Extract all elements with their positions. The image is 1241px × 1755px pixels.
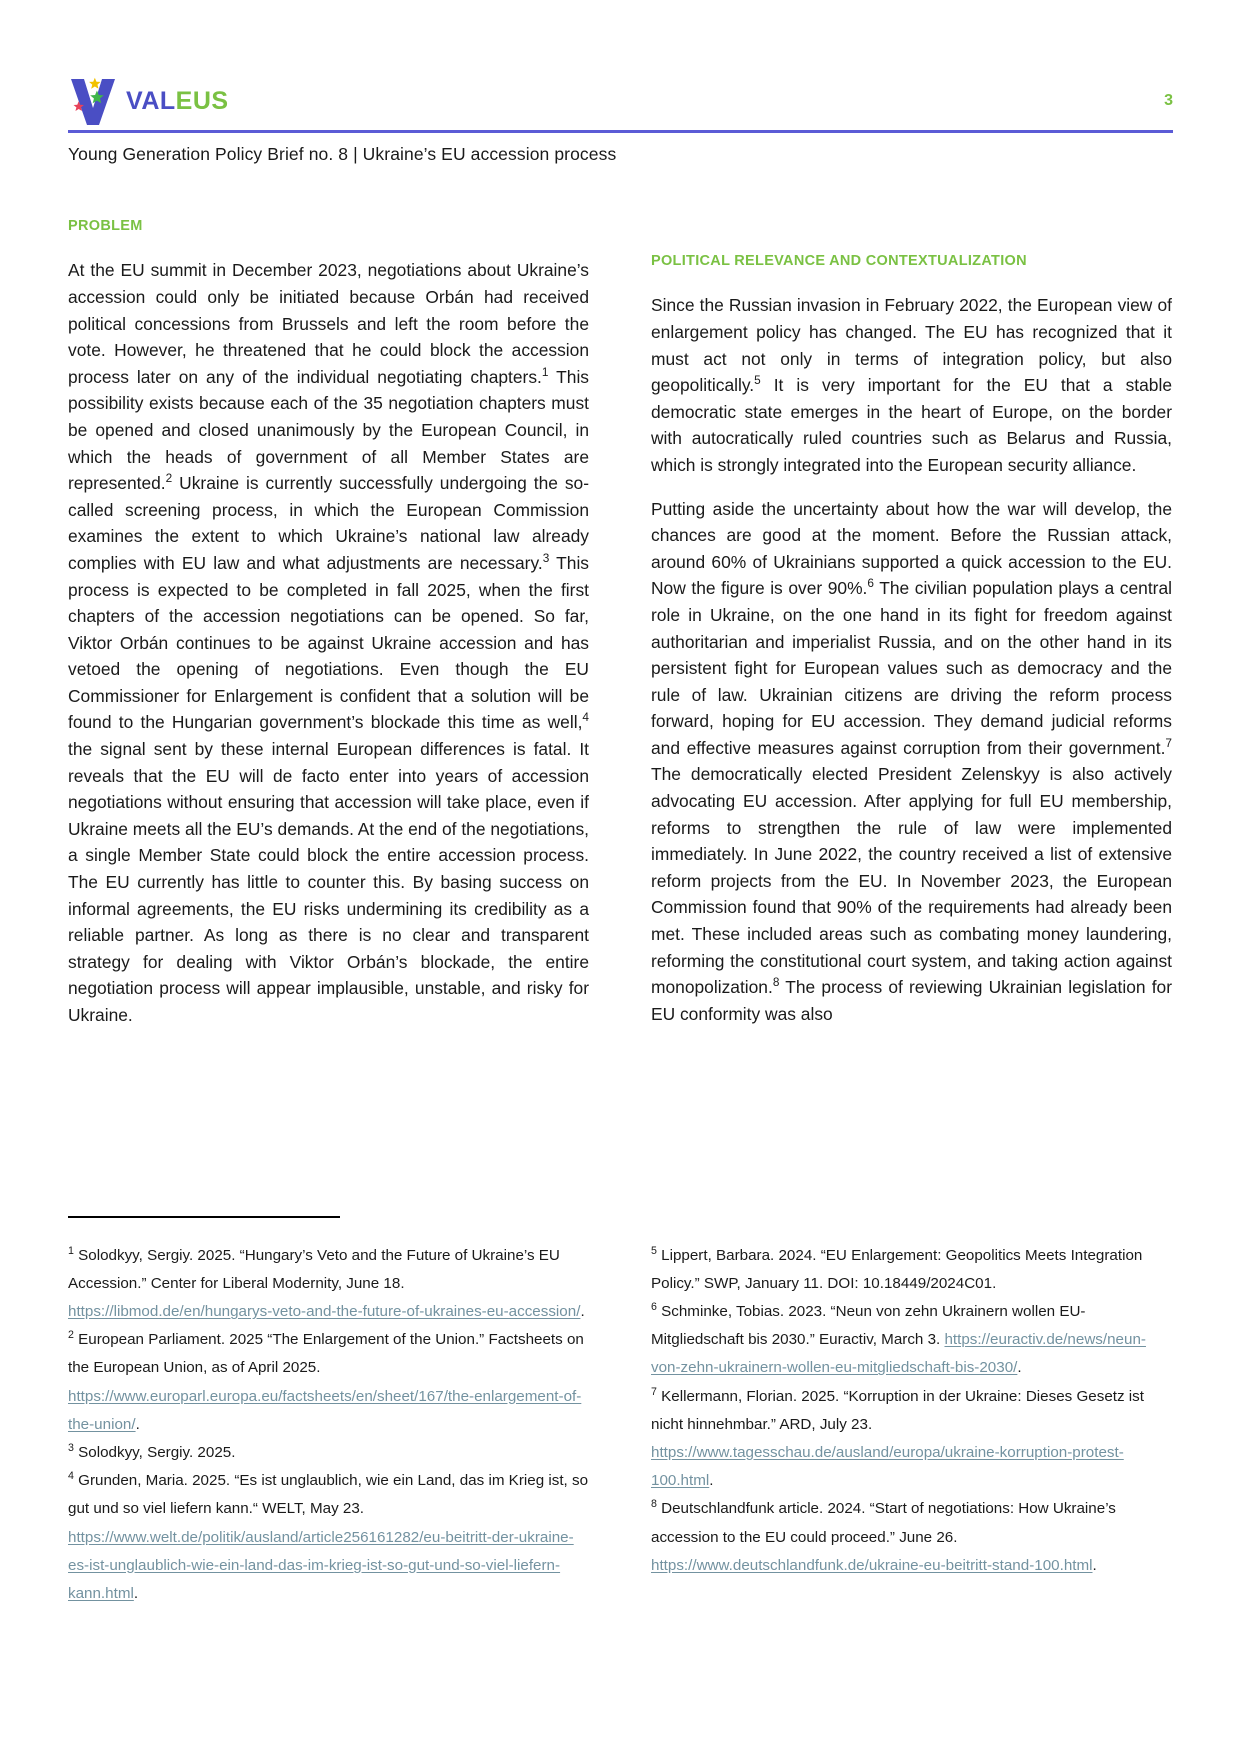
page-header	[68, 70, 1173, 132]
footnote-4: $^4$ Grunden, Maria. 2025. “Es ist unglaublich, wie ein Land, das im Krieg ist, so gut und so viel liefern kann.“ WELT, May 23. https://www.welt.de/politik/ausland/article256161282/eu-beitritt-der-ukraine-es-ist-unglaublich-wie-ein-land-das-im-krieg-ist-so-gut-und-so-viel-liefern-kann.html.	[68, 1470, 589, 1602]
footnote-5: $^5$ Lippert, Barbara. 2024. “EU Enlargement: Geopolitics Meets Integration Policy.” SWP, January 11. DOI: 10.18449/2024C01.	[651, 1244, 1143, 1292]
footnote-marker-5: 5	[651, 1244, 657, 1257]
footnote-ref-4[interactable]: 4	[582, 710, 589, 725]
section-heading-political-relevance: POLITICAL RELEVANCE AND CONTEXTUALIZATION	[651, 253, 1027, 269]
footnote-list-left	[68, 1242, 589, 1609]
left-column	[68, 218, 589, 1029]
footnote-1: $^1$ Solodkyy, Sergiy. 2025. “Hungary’s Veto and the Future of Ukraine’s EU Accession.” Center for Liberal Modernity, June 18. https://libmod.de/en/hungarys-veto-and-the-future-of-ukraines-eu-accession/.	[68, 1244, 585, 1320]
footnote-link-2[interactable]: https://www.europarl.europa.eu/factsheets/en/sheet/167/the-enlargement-of-the-union/	[68, 1387, 582, 1433]
right-column	[651, 218, 1172, 1029]
footnote-separator-spacer	[651, 1216, 923, 1218]
footnote-marker-1: 1	[68, 1244, 74, 1257]
footnote-link-7[interactable]: https://www.tagesschau.de/ausland/europa/ukraine-korruption-protest-100.html	[651, 1443, 1124, 1490]
footnote-2: $^2$ European Parliament. 2025 “The Enlargement of the Union.” Factsheets on the European Union, as of April 2025. https://www.europarl.europa.eu/factsheets/en/sheet/167/the-enlargement-of-the-union/.	[68, 1329, 584, 1433]
section-heading-problem: PROBLEM	[68, 218, 143, 234]
footnote-ref-7[interactable]: 7	[1165, 736, 1172, 751]
footnote-list-right	[651, 1242, 1172, 1580]
footnote-marker-4: 4	[68, 1470, 74, 1483]
footnote-separator	[68, 1216, 340, 1218]
footnotes-area	[68, 1216, 1173, 1608]
footnote-marker-8: 8	[651, 1498, 657, 1511]
footnote-3: $^3$ Solodkyy, Sergiy. 2025.	[68, 1441, 236, 1461]
logo-text-eus: EUS	[175, 86, 229, 115]
footnote-link-1[interactable]: https://libmod.de/en/hungarys-veto-and-the-future-of-ukraines-eu-accession/	[68, 1302, 581, 1320]
footnote-marker-7: 7	[651, 1385, 657, 1398]
footnote-link-6[interactable]: https://euractiv.de/news/neun-von-zehn-ukrainern-wollen-eu-mitgliedschaft-bis-2030/	[651, 1331, 1146, 1377]
paragraph-relevance-1: Since the Russian invasion in February 2022, the European view of enlargement policy has changed. The EU has recognized that it must act not only in terms of integration policy, but also geopolitically.$^5$ It is very important for the EU that a stable democratic state emerges in the heart of Europe, on the border with autocratically ruled countries such as Belarus and Russia, which is strongly integrated into the European security alliance.	[651, 295, 1172, 475]
footnote-marker-6: 6	[651, 1300, 657, 1313]
footnote-6: $^6$ Schminke, Tobias. 2023. “Neun von zehn Ukrainern wollen EU-Mitgliedschaft bis 2030.” Euractiv, March 3. https://euractiv.de/news/neun-von-zehn-ukrainern-wollen-eu-mitgliedschaft-bis-2030/.	[651, 1300, 1146, 1377]
footnote-link-4[interactable]: https://www.welt.de/politik/ausland/article256161282/eu-beitritt-der-ukraine-es-ist-unglaublich-wie-ein-land-das-im-krieg-ist-so-gut-und-so-viel-liefern-kann.html	[68, 1528, 574, 1602]
footnote-ref-1[interactable]: 1	[541, 364, 549, 379]
footnote-ref-5[interactable]: 5	[754, 373, 761, 388]
body-columns	[68, 218, 1173, 1029]
footnote-link-8[interactable]: https://www.deutschlandfunk.de/ukraine-eu-beitritt-stand-100.html	[651, 1556, 1093, 1574]
footnote-marker-3: 3	[68, 1441, 74, 1454]
footnotes-left-column	[68, 1216, 589, 1608]
page-number: 3	[1164, 92, 1173, 109]
footnote-ref-8[interactable]: 8	[772, 975, 780, 990]
logo-text-val: VAL	[126, 86, 176, 115]
footnote-ref-2[interactable]: 2	[165, 471, 173, 486]
valeus-v-logo-icon	[68, 75, 118, 127]
paragraph-problem: At the EU summit in December 2023, negotiations about Ukraine’s accession could only be initiated because Orbán had received political concessions from Brussels and left the room before the vote. However, he threatened that he could block the accession process later on any of the individual negotiating chapters.$^1$ This possibility exists because each of the 35 negotiation chapters must be opened and closed unanimously by the European Council, in which the heads of government of all Member States are represented.$^2$ Ukraine is currently successfully undergoing the so-called screening process, in which the European Commission examines the extent to which Ukraine’s national law already complies with EU law and what adjustments are necessary.$^3$ This process is expected to be completed in fall 2025, when the first chapters of the accession negotiations can be opened. So far, Viktor Orbán continues to be against Ukraine accession and has vetoed the opening of negotiations. Even though the EU Commissioner for Enlargement is confident that a solution will be found to the Hungarian government’s blockade this time as well,$^4$ the signal sent by these internal European differences is fatal. It reveals that the EU will de facto enter into years of accession negotiations without ensuring that accession will take place, even if Ukraine meets all the EU’s demands. At the end of the negotiations, a single Member State could block the entire accession process. The EU currently has little to counter this. By basing success on informal agreements, the EU risks undermining its credibility as a reliable partner. As long as there is no clear and transparent strategy for dealing with Viktor Orbán’s blockade, the entire negotiation process will appear implausible, unstable, and risky for Ukraine.	[68, 260, 590, 1026]
footnote-marker-2: 2	[68, 1329, 74, 1342]
footnotes-right-column	[651, 1216, 1172, 1608]
footnote-8: $^8$ Deutschlandfunk article. 2024. “Start of negotiations: How Ukraine’s accession to the EU could proceed.” June 26. https://www.deutschlandfunk.de/ukraine-eu-beitritt-stand-100.html.	[651, 1498, 1116, 1574]
header-divider	[68, 130, 1173, 133]
paragraph-relevance-2: Putting aside the uncertainty about how the war will develop, the chances are good at the moment. Before the Russian attack, around 60% of Ukrainians supported a quick accession to the EU. Now the figure is over 90%.$^6$ The civilian population plays a central role in Ukraine, on the one hand in its fight for freedom against authoritarian and imperialist Russia, and on the other hand in its persistent fight for European values such as democracy and the rule of law. Ukrainian citizens are driving the reform process forward, hoping for EU accession. They demand judicial reforms and effective measures against corruption from their government.$^7$ The democratically elected President Zelenskyy is also actively advocating EU accession. After applying for full EU membership, reforms to strengthen the rule of law were implemented immediately. In June 2022, the country received a list of extensive reform projects from the EU. In November 2023, the European Commission found that 90% of the requirements had already been met. These included areas such as combating money laundering, reforming the constitutional court system, and taking action against monopolization.$^8$ The process of reviewing Ukrainian legislation for EU conformity was also	[651, 498, 1172, 1024]
valeus-logo	[68, 70, 229, 132]
footnote-7: $^7$ Kellermann, Florian. 2025. “Korruption in der Ukraine: Dieses Gesetz ist nicht hinnehmbar.” ARD, July 23. https://www.tagesschau.de/ausland/europa/ukraine-korruption-protest-100.html.	[651, 1385, 1144, 1490]
footnote-ref-6[interactable]: 6	[867, 576, 874, 591]
logo-wordmark	[126, 86, 229, 115]
document-subtitle: Young Generation Policy Brief no. 8 | Ukraine’s EU accession process	[68, 144, 617, 164]
footnote-ref-3[interactable]: 3	[542, 551, 550, 566]
